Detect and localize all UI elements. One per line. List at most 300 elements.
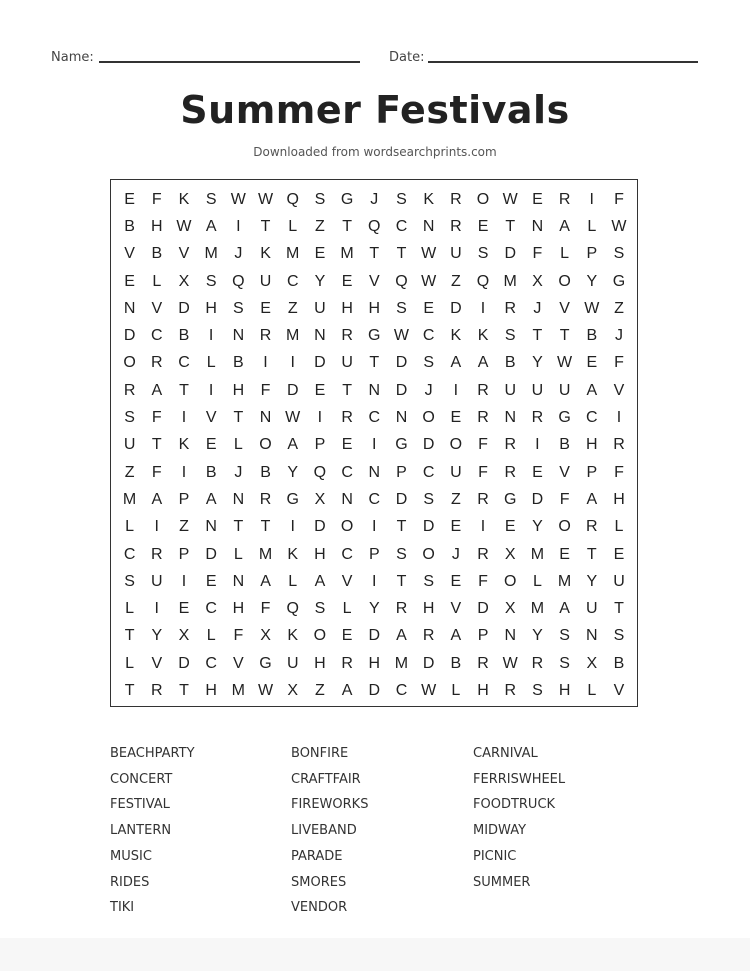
grid-cell: E [314,245,326,263]
grid-cell: M [286,327,300,345]
grid-cell: T [233,409,244,427]
grid-cell: U [259,272,272,290]
grid-cell: O [259,436,272,454]
grid-cell: S [613,627,625,645]
grid-cell: A [205,490,217,508]
grid-cell: W [502,654,518,672]
grid-cell: P [178,490,190,508]
page-bottom-edge [0,938,750,971]
grid-cell: A [450,354,462,372]
grid-cell: H [314,654,326,672]
grid-cell: M [231,681,245,699]
grid-cell: O [503,572,517,590]
grid-cell: D [422,518,435,536]
grid-cell: J [533,299,542,317]
grid-cell: C [205,600,217,618]
grid-cell: E [450,518,462,536]
grid-cell: R [504,299,516,317]
grid-cell: P [314,436,326,454]
grid-cell: E [341,436,353,454]
grid-cell: U [450,463,462,481]
grid-cell: T [614,600,624,618]
grid-cell: E [613,545,625,563]
grid-cell: F [151,190,162,208]
grid-cell: R [422,627,435,645]
grid-cell: E [423,299,434,317]
grid-cell: X [504,545,516,563]
grid-cell: D [286,381,299,399]
grid-cell: L [614,518,624,536]
grid-cell: R [477,409,489,427]
grid-cell: G [503,490,517,508]
grid-cell: Q [232,272,245,290]
grid-cell: J [451,545,460,563]
grid-cell: S [423,490,434,508]
grid-cell: A [287,436,299,454]
grid-cell: Y [287,463,299,481]
grid-cell: I [208,327,214,345]
grid-cell: Z [614,299,624,317]
grid-cell: I [372,572,377,590]
grid-cell: D [422,436,435,454]
grid-cell: N [422,217,435,235]
grid-cell: W [257,681,274,699]
grid-cell: Y [368,600,380,618]
word-search-grid-frame [110,179,638,707]
word-list-item: SUMMER [473,874,531,890]
grid-cell: D [395,381,408,399]
grid-cell: S [233,299,244,317]
grid-cell: H [368,654,381,672]
grid-cell: L [125,518,135,536]
grid-cell: L [587,681,597,699]
grid-cell: A [586,381,598,399]
grid-cell: G [286,490,299,508]
grid-cell: E [341,627,353,645]
grid-cell: T [505,217,516,235]
grid-cell: R [395,600,408,618]
grid-cell: E [450,572,462,590]
grid-cell: J [234,463,243,481]
grid-cell: T [396,572,407,590]
grid-cell: H [205,299,217,317]
grid-cell: N [586,627,598,645]
grid-cell: P [396,463,407,481]
grid-cell: D [123,327,136,345]
grid-cell: R [341,409,353,427]
word-list-item: LANTERN [110,823,172,839]
grid-cell: C [341,545,353,563]
grid-cell: T [369,354,380,372]
grid-cell: W [611,217,627,235]
grid-cell: L [206,354,216,372]
grid-cell: U [314,299,326,317]
grid-cell: E [532,463,543,481]
grid-cell: C [368,409,381,427]
grid-cell: R [151,545,163,563]
grid-cell: R [558,190,571,208]
grid-cell: M [394,654,409,672]
grid-cell: T [233,518,244,536]
word-list-item: MUSIC [110,848,152,864]
grid-cell: C [395,681,408,699]
grid-cell: U [341,354,353,372]
grid-cell: R [259,327,272,345]
grid-cell: H [205,681,217,699]
grid-cell: Z [287,299,298,317]
grid-cell: R [477,381,489,399]
grid-cell: L [532,572,542,590]
grid-cell: S [396,190,407,208]
grid-cell: R [504,463,516,481]
grid-cell: M [340,245,354,263]
grid-cell: W [584,299,600,317]
grid-cell: L [288,572,298,590]
grid-cell: N [123,299,136,317]
grid-cell: S [205,190,217,208]
grid-cell: Y [532,354,543,372]
grid-cell: I [480,299,486,317]
grid-cell: Z [315,217,325,235]
source-subtitle: Downloaded from wordsearchprints.com [253,145,497,159]
grid-cell: H [151,217,163,235]
grid-cell: Y [586,272,598,290]
grid-cell: K [178,436,190,454]
grid-cell: R [504,681,516,699]
grid-cell: J [614,327,623,345]
grid-cell: F [614,463,624,481]
grid-cell: S [124,409,135,427]
grid-cell: I [453,381,459,399]
grid-cell: H [368,299,381,317]
grid-cell: D [368,627,381,645]
grid-cell: V [233,654,244,672]
date-label: Date: [389,50,425,65]
grid-cell: N [368,463,381,481]
grid-cell: C [341,463,353,481]
grid-cell: H [314,545,326,563]
grid-cell: G [340,190,354,208]
name-line [99,61,360,63]
grid-cell: B [559,436,570,454]
grid-cell: W [393,327,410,345]
grid-cell: W [285,409,301,427]
grid-cell: S [559,627,570,645]
grid-cell: F [151,463,162,481]
grid-cell: F [532,245,543,263]
grid-cell: T [260,518,271,536]
grid-cell: W [421,681,437,699]
grid-cell: I [372,436,377,454]
grid-cell: W [257,190,274,208]
grid-cell: U [531,381,544,399]
grid-cell: T [396,245,407,263]
grid-cell: R [259,490,272,508]
grid-cell: B [151,245,163,263]
grid-cell: Y [314,272,326,290]
grid-cell: F [151,409,162,427]
grid-cell: E [260,299,271,317]
grid-cell: G [558,409,571,427]
grid-cell: H [477,681,489,699]
grid-cell: Y [532,518,543,536]
grid-cell: E [124,272,135,290]
grid-cell: O [313,627,327,645]
grid-cell: I [154,600,159,618]
grid-cell: T [179,681,189,699]
word-list-item: BONFIRE [291,746,349,761]
grid-cell: F [233,627,244,645]
grid-cell: U [123,436,136,454]
grid-cell: D [531,490,544,508]
grid-cell: R [151,354,163,372]
grid-cell: Q [286,600,299,618]
grid-cell: Y [586,572,598,590]
grid-cell: B [124,217,135,235]
grid-cell: U [450,245,462,263]
word-list-item: TIKI [110,900,135,916]
grid-cell: E [178,600,190,618]
grid-cell: T [124,627,135,645]
grid-cell: N [341,490,353,508]
word-list-item: CRAFTFAIR [291,771,361,787]
grid-cell: E [532,190,543,208]
grid-cell: W [421,245,437,263]
grid-cell: B [450,654,462,672]
grid-cell: M [530,545,545,563]
grid-cell: L [587,217,597,235]
grid-cell: L [233,436,243,454]
grid-cell: K [423,190,434,208]
grid-cell: C [586,409,598,427]
grid-cell: O [558,272,571,290]
grid-cell: B [178,327,190,345]
grid-cell: U [558,381,571,399]
grid-cell: C [395,217,408,235]
grid-cell: F [478,436,488,454]
grid-cell: H [558,681,571,699]
grid-cell: X [586,654,598,672]
grid-cell: U [504,381,516,399]
grid-cell: B [586,327,598,345]
grid-cell: R [151,681,163,699]
grid-cell: O [558,518,571,536]
grid-cell: E [205,436,217,454]
grid-cell: V [178,245,190,263]
grid-cell: N [314,327,326,345]
grid-cell: T [151,436,162,454]
grid-cell: E [124,190,135,208]
grid-cell: L [233,545,243,563]
grid-cell: D [504,245,516,263]
grid-cell: I [236,217,241,235]
grid-cell: S [396,545,407,563]
grid-cell: D [422,654,435,672]
grid-cell: N [232,572,245,590]
grid-cell: N [368,381,381,399]
grid-cell: L [451,681,461,699]
grid-cell: N [504,409,516,427]
grid-cell: K [477,327,489,345]
grid-cell: D [178,299,190,317]
grid-cell: A [341,681,353,699]
grid-cell: V [613,381,625,399]
grid-cell: N [205,518,217,536]
grid-cell: D [205,545,217,563]
grid-cell: A [477,354,489,372]
grid-cell: L [125,654,135,672]
grid-cell: R [477,654,489,672]
grid-cell: X [260,627,271,645]
grid-cell: R [450,217,462,235]
grid-cell: S [423,354,434,372]
grid-cell: I [181,572,187,590]
word-list-item: FIREWORKS [291,797,369,813]
grid-cell: E [450,409,462,427]
grid-cell: R [123,381,136,399]
grid-cell: C [422,463,435,481]
grid-cell: N [232,490,245,508]
grid-cell: E [314,381,326,399]
grid-cell: P [477,627,489,645]
grid-cell: Q [286,190,299,208]
grid-cell: E [559,545,570,563]
grid-cell: G [395,436,408,454]
grid-cell: Y [532,627,543,645]
grid-cell: D [314,518,326,536]
grid-cell: I [372,518,377,536]
grid-cell: I [616,409,622,427]
grid-cell: I [535,436,540,454]
grid-cell: R [477,490,489,508]
grid-cell: N [232,327,245,345]
grid-cell: C [151,327,163,345]
grid-cell: S [477,245,489,263]
grid-cell: H [422,600,435,618]
grid-cell: V [124,245,135,263]
grid-cell: C [368,490,381,508]
grid-cell: P [586,463,598,481]
grid-cell: V [613,681,625,699]
grid-cell: U [586,600,598,618]
grid-cell: X [178,272,190,290]
word-list-item: FESTIVAL [110,797,170,813]
grid-cell: S [396,299,407,317]
grid-cell: L [125,600,135,618]
grid-cell: D [368,681,381,699]
grid-cell: F [260,600,271,618]
grid-cell: B [260,463,271,481]
grid-cell: D [477,600,489,618]
grid-cell: S [559,654,570,672]
grid-cell: E [341,272,353,290]
word-list-item: PICNIC [473,848,517,864]
grid-cell: I [290,354,295,372]
grid-cell: T [124,681,135,699]
grid-cell: W [230,190,246,208]
grid-cell: J [424,381,433,399]
grid-cell: I [290,518,295,536]
grid-cell: H [232,600,245,618]
date-line [428,61,698,63]
grid-cell: C [422,327,435,345]
grid-cell: L [288,217,298,235]
grid-cell: H [232,381,245,399]
grid-cell: K [287,545,299,563]
grid-cell: E [477,217,489,235]
grid-cell: F [614,190,624,208]
grid-cell: I [181,409,187,427]
grid-cell: G [259,654,272,672]
grid-cell: F [260,381,271,399]
grid-cell: A [559,217,570,235]
grid-cell: R [531,654,544,672]
word-list-item: LIVEBAND [291,823,357,839]
grid-cell: S [205,272,217,290]
grid-cell: U [613,572,625,590]
grid-cell: N [504,627,516,645]
grid-cell: I [154,518,159,536]
grid-cell: W [502,190,518,208]
grid-cell: Z [450,272,461,290]
grid-cell: R [504,436,516,454]
grid-cell: L [152,272,162,290]
grid-cell: B [613,654,625,672]
word-list-item: SMORES [291,874,347,890]
grid-cell: J [234,245,243,263]
grid-cell: T [396,518,407,536]
grid-cell: K [260,245,271,263]
grid-cell: T [532,327,543,345]
grid-cell: B [504,354,516,372]
grid-cell: O [476,190,490,208]
grid-cell: V [559,299,570,317]
grid-cell: V [450,600,462,618]
grid-cell: F [559,490,570,508]
grid-cell: O [422,545,435,563]
grid-cell: Z [315,681,325,699]
word-list-item: VENDOR [291,900,348,916]
grid-cell: A [205,217,217,235]
grid-cell: K [178,190,190,208]
grid-cell: K [287,627,299,645]
grid-cell: R [477,545,489,563]
grid-cell: A [151,490,163,508]
name-date-row [51,50,699,66]
grid-cell: N [395,409,408,427]
grid-cell: D [314,354,326,372]
word-list-item: MIDWAY [473,823,527,839]
grid-cell: D [450,299,462,317]
grid-cell: V [368,272,380,290]
word-list-item: BEACHPARTY [110,746,195,761]
grid-cell: V [151,654,163,672]
grid-cell: U [151,572,163,590]
grid-cell: A [586,490,598,508]
grid-cell: O [422,409,435,427]
grid-cell: B [205,463,217,481]
word-list-item: PARADE [291,848,343,864]
grid-cell: B [233,354,244,372]
grid-cell: S [504,327,516,345]
grid-cell: H [341,299,353,317]
grid-cell: R [531,409,544,427]
word-list-item: FOODTRUCK [473,797,556,813]
grid-cell: C [178,354,190,372]
grid-cell: T [342,217,352,235]
grid-cell: Q [313,463,327,481]
grid-cell: X [504,600,516,618]
